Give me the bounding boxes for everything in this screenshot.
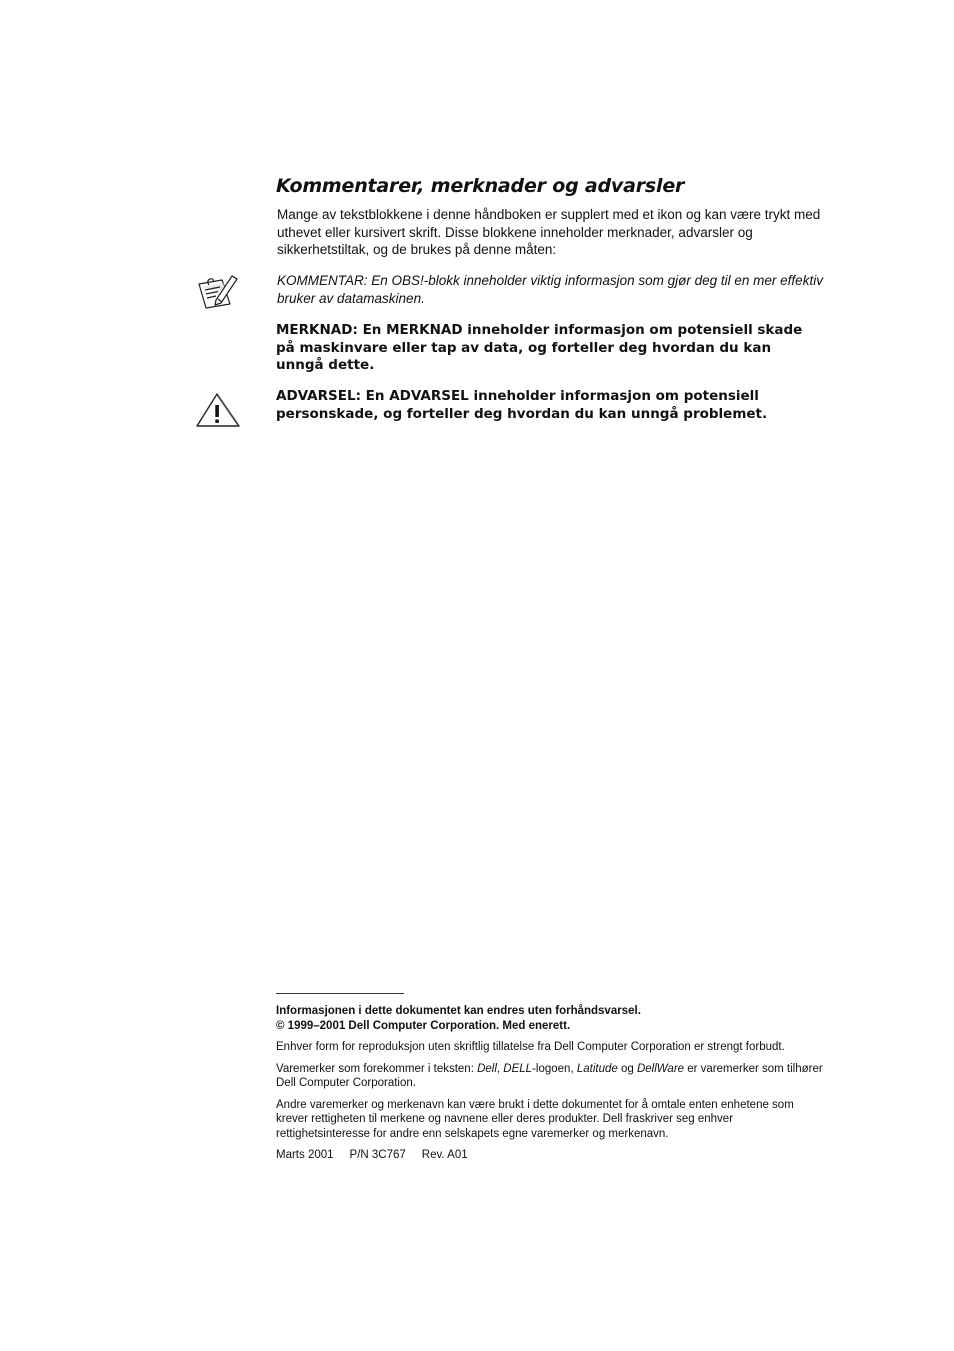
reproduction-notice: Enhver form for reproduksjon uten skriftlig tillatelse fra Dell Computer Corporation er strengt forbudt. xyxy=(276,1041,785,1053)
other-trademarks-notice: Andre varemerker og merkenavn kan være brukt i dette dokumentet for å omtale enten enhetene som krever rettigheten til merkene og navnene eller deres produkter. Dell fraskriver seg enhver rettighetsinteresse for andre enn selskapets egne varemerker og merkenavn. xyxy=(276,1098,794,1140)
intro-paragraph: Mange av tekstblokkene i denne håndboken er supplert med et ikon og kan være trykt med uthevet eller kursivert skrift. Disse blokkene inneholder merknader, advarsler og sikkerhetstiltak, og de brukes på denne måten: xyxy=(277,207,821,257)
footer-divider xyxy=(276,993,404,994)
trademark-dellware: DellWare xyxy=(636,1062,685,1075)
warning-text: ADVARSEL: En ADVARSEL inneholder informasjon om potensiell personskade, og forteller deg hvordan du kan unngå problemet. xyxy=(276,388,768,422)
copyright-line: © 1999–2001 Dell Computer Corporation. Med enerett. xyxy=(276,1019,571,1032)
comment-text: KOMMENTAR: En OBS!-blokk inneholder viktig informasjon som gjør deg til en mer effektiv bruker av datamaskinen. xyxy=(277,273,823,306)
trademark-dell-logo: DELL xyxy=(503,1062,533,1075)
trademarks-separator: , xyxy=(496,1062,504,1075)
disclaimer-line: Informasjonen i dette dokumentet kan endres uten forhåndsvarsel. xyxy=(276,1005,641,1017)
revision: Rev. A01 xyxy=(421,1149,468,1161)
trademarks-notice xyxy=(276,1062,826,1091)
trademarks-prefix: Varemerker som forekommer i teksten: xyxy=(276,1062,478,1075)
part-number: P/N 3C767 xyxy=(349,1149,406,1161)
publication-date: Marts 2001 xyxy=(276,1149,334,1161)
trademark-dell: Dell xyxy=(477,1062,497,1075)
note-pencil-icon xyxy=(196,271,240,311)
section-heading: Kommentarer, merknader og advarsler xyxy=(276,175,685,197)
notice-text: MERKNAD: En MERKNAD inneholder informasjon om potensiell skade på maskinvare eller tap av data, og forteller deg hvordan du kan unngå dette. xyxy=(276,322,803,373)
publication-info xyxy=(276,1148,826,1163)
legal-notice xyxy=(276,1004,826,1033)
warning-triangle-icon xyxy=(195,392,243,428)
legal-footer xyxy=(276,1004,826,1170)
trademarks-logo-suffix: -logoen, xyxy=(532,1062,577,1075)
trademarks-conjunction: og xyxy=(617,1062,637,1075)
trademarks-suffix: er varemerker som tilhører Dell Computer Corporation. xyxy=(276,1062,823,1089)
trademark-latitude: Latitude xyxy=(576,1062,618,1075)
